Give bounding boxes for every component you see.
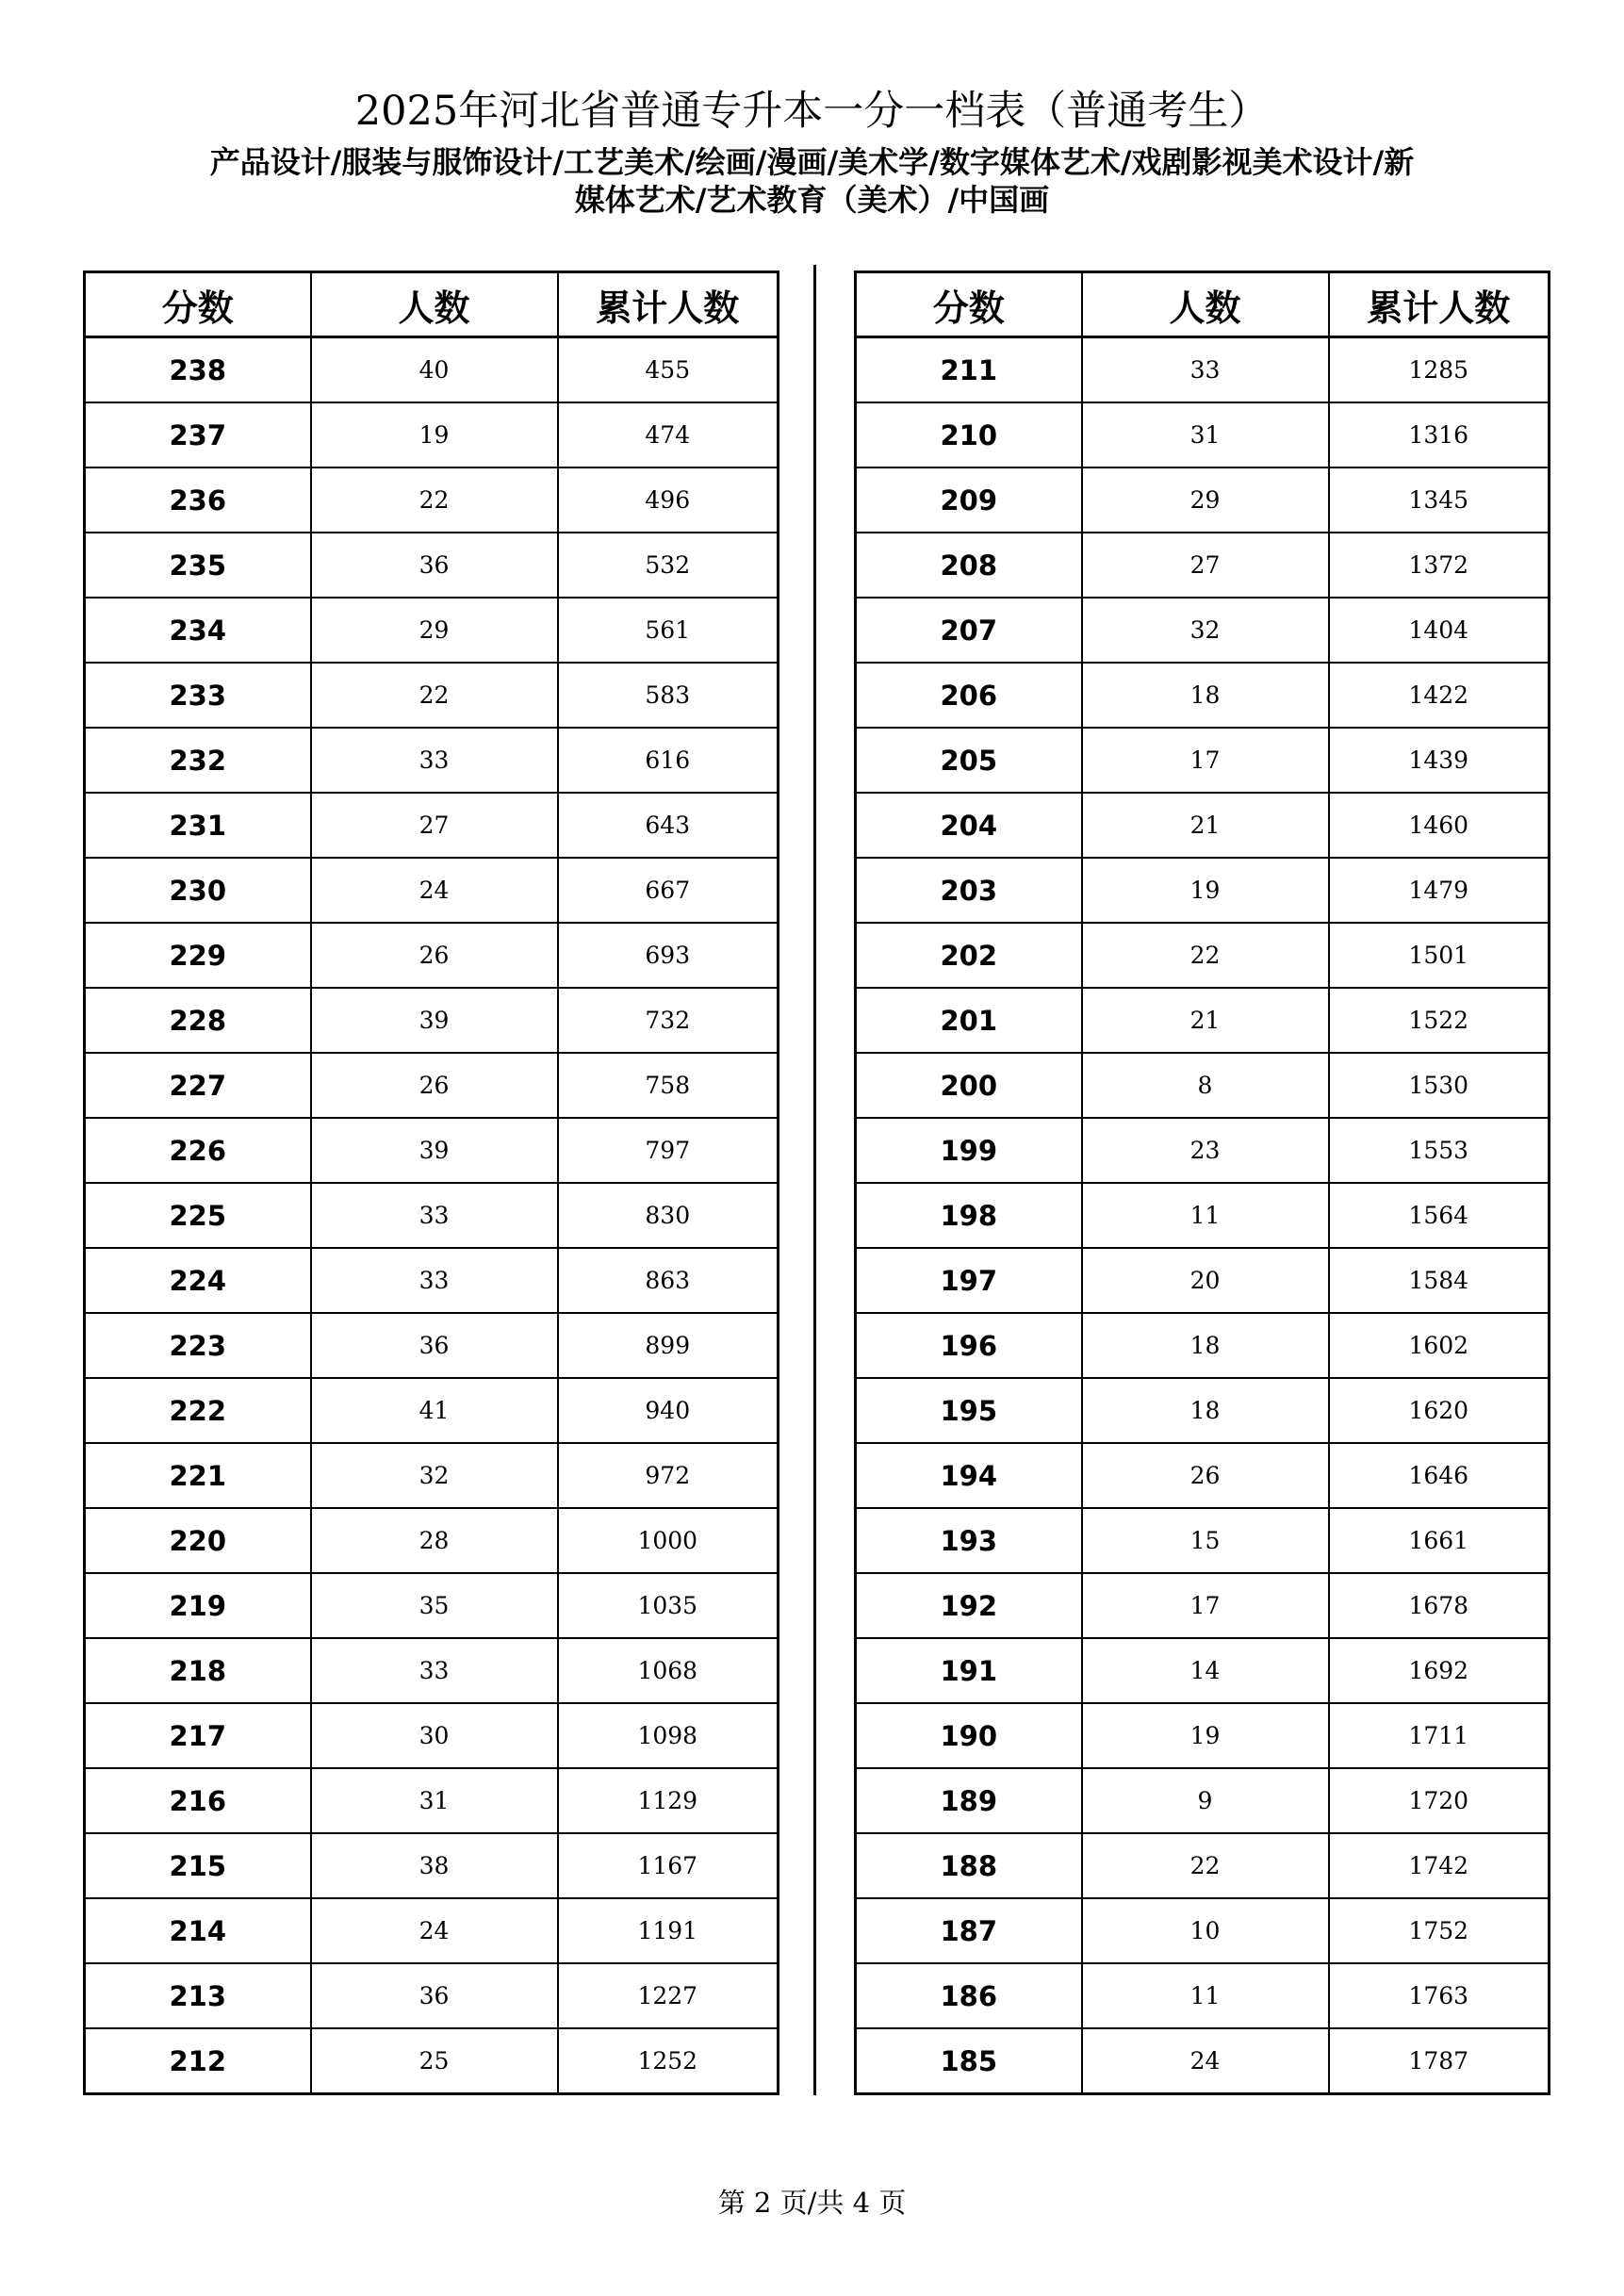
count-cell: 22 (311, 467, 558, 533)
table-row (856, 1768, 1550, 1833)
header-score: 分数 (856, 272, 1082, 337)
cumulative-cell: 1620 (1329, 1378, 1550, 1443)
table-row (85, 402, 779, 467)
header-count: 人数 (311, 272, 558, 337)
count-cell: 31 (311, 1768, 558, 1833)
table-row (856, 728, 1550, 793)
score-table-left (83, 271, 779, 2095)
score-cell: 211 (856, 337, 1082, 403)
table-row (856, 858, 1550, 923)
count-cell: 23 (1082, 1118, 1329, 1183)
table-row (85, 1768, 779, 1833)
count-cell: 29 (1082, 467, 1329, 533)
column-divider (813, 265, 816, 2095)
count-cell: 18 (1082, 1313, 1329, 1378)
count-cell: 15 (1082, 1508, 1329, 1573)
count-cell: 19 (1082, 1703, 1329, 1768)
score-cell: 199 (856, 1118, 1082, 1183)
cumulative-cell: 693 (558, 923, 779, 988)
cumulative-cell: 1787 (1329, 2028, 1550, 2094)
cumulative-cell: 1720 (1329, 1768, 1550, 1833)
score-cell: 201 (856, 988, 1082, 1053)
score-cell: 194 (856, 1443, 1082, 1508)
table-row (856, 663, 1550, 728)
cumulative-cell: 455 (558, 337, 779, 403)
cumulative-cell: 1345 (1329, 467, 1550, 533)
score-cell: 238 (85, 337, 311, 403)
score-cell: 221 (85, 1443, 311, 1508)
count-cell: 33 (311, 1183, 558, 1248)
cumulative-cell: 1422 (1329, 663, 1550, 728)
count-cell: 14 (1082, 1638, 1329, 1703)
table-row (856, 988, 1550, 1053)
count-cell: 22 (1082, 1833, 1329, 1898)
cumulative-cell: 583 (558, 663, 779, 728)
cumulative-cell: 1035 (558, 1573, 779, 1638)
table-row (85, 1703, 779, 1768)
cumulative-cell: 1098 (558, 1703, 779, 1768)
table-row (856, 1833, 1550, 1898)
cumulative-cell: 1584 (1329, 1248, 1550, 1313)
table-row (85, 663, 779, 728)
count-cell: 18 (1082, 663, 1329, 728)
table-row (85, 923, 779, 988)
cumulative-cell: 474 (558, 402, 779, 467)
score-cell: 219 (85, 1573, 311, 1638)
header-cumulative: 累计人数 (558, 272, 779, 337)
cumulative-cell: 1711 (1329, 1703, 1550, 1768)
page-footer: 第 2 页/共 4 页 (717, 2187, 907, 2219)
table-row (856, 467, 1550, 533)
table-row (85, 2028, 779, 2094)
cumulative-cell: 1501 (1329, 923, 1550, 988)
cumulative-cell: 1553 (1329, 1118, 1550, 1183)
count-cell: 30 (311, 1703, 558, 1768)
count-cell: 36 (311, 1963, 558, 2028)
count-cell: 26 (311, 1053, 558, 1118)
cumulative-cell: 1530 (1329, 1053, 1550, 1118)
count-cell: 25 (311, 2028, 558, 2094)
table-row (85, 1443, 779, 1508)
score-cell: 232 (85, 728, 311, 793)
score-cell: 185 (856, 2028, 1082, 2094)
score-cell: 193 (856, 1508, 1082, 1573)
table-row (856, 1053, 1550, 1118)
table-header-row (85, 272, 779, 337)
count-cell: 36 (311, 533, 558, 598)
count-cell: 17 (1082, 728, 1329, 793)
count-cell: 24 (1082, 2028, 1329, 2094)
count-cell: 27 (1082, 533, 1329, 598)
table-row (85, 1378, 779, 1443)
table-row (856, 923, 1550, 988)
score-cell: 213 (85, 1963, 311, 2028)
table-row (856, 1703, 1550, 1768)
count-cell: 19 (1082, 858, 1329, 923)
count-cell: 35 (311, 1573, 558, 1638)
table-row (85, 467, 779, 533)
count-cell: 29 (311, 598, 558, 663)
count-cell: 36 (311, 1313, 558, 1378)
cumulative-cell: 1692 (1329, 1638, 1550, 1703)
cumulative-cell: 1439 (1329, 728, 1550, 793)
table-row (85, 793, 779, 858)
score-cell: 208 (856, 533, 1082, 598)
table-row (856, 1573, 1550, 1638)
cumulative-cell: 972 (558, 1443, 779, 1508)
table-row (856, 1898, 1550, 1963)
table-row (85, 1638, 779, 1703)
score-cell: 231 (85, 793, 311, 858)
count-cell: 33 (1082, 337, 1329, 403)
count-cell: 26 (1082, 1443, 1329, 1508)
score-cell: 197 (856, 1248, 1082, 1313)
score-cell: 226 (85, 1118, 311, 1183)
cumulative-cell: 1522 (1329, 988, 1550, 1053)
subtitle-line-1: 产品设计/服装与服饰设计/工艺美术/绘画/漫画/美术学/数字媒体艺术/戏剧影视美术设计/新 (209, 144, 1415, 180)
cumulative-cell: 1661 (1329, 1508, 1550, 1573)
score-cell: 225 (85, 1183, 311, 1248)
score-cell: 202 (856, 923, 1082, 988)
cumulative-cell: 1316 (1329, 402, 1550, 467)
table-row (856, 533, 1550, 598)
score-cell: 222 (85, 1378, 311, 1443)
cumulative-cell: 496 (558, 467, 779, 533)
page-subtitle (0, 143, 1624, 219)
count-cell: 39 (311, 1118, 558, 1183)
cumulative-cell: 667 (558, 858, 779, 923)
score-cell: 237 (85, 402, 311, 467)
score-cell: 215 (85, 1833, 311, 1898)
score-cell: 186 (856, 1963, 1082, 2028)
count-cell: 11 (1082, 1963, 1329, 2028)
table-header-row (856, 272, 1550, 337)
score-cell: 217 (85, 1703, 311, 1768)
count-cell: 9 (1082, 1768, 1329, 1833)
cumulative-cell: 1602 (1329, 1313, 1550, 1378)
score-cell: 212 (85, 2028, 311, 2094)
score-cell: 230 (85, 858, 311, 923)
count-cell: 22 (1082, 923, 1329, 988)
score-cell: 204 (856, 793, 1082, 858)
cumulative-cell: 616 (558, 728, 779, 793)
table-row (856, 337, 1550, 403)
cumulative-cell: 1479 (1329, 858, 1550, 923)
score-cell: 207 (856, 598, 1082, 663)
subtitle-line-2: 媒体艺术/艺术教育（美术）/中国画 (574, 182, 1050, 218)
cumulative-cell: 1191 (558, 1898, 779, 1963)
table-row (85, 1313, 779, 1378)
count-cell: 28 (311, 1508, 558, 1573)
table-row (85, 1053, 779, 1118)
table-row (85, 337, 779, 403)
header-count: 人数 (1082, 272, 1329, 337)
table-row (856, 1248, 1550, 1313)
score-cell: 218 (85, 1638, 311, 1703)
score-cell: 210 (856, 402, 1082, 467)
score-cell: 216 (85, 1768, 311, 1833)
count-cell: 31 (1082, 402, 1329, 467)
cumulative-cell: 732 (558, 988, 779, 1053)
count-cell: 40 (311, 337, 558, 403)
score-table-left-body (85, 337, 779, 2094)
cumulative-cell: 758 (558, 1053, 779, 1118)
table-row (85, 1833, 779, 1898)
score-table-right-body (856, 337, 1550, 2094)
count-cell: 19 (311, 402, 558, 467)
table-row (85, 598, 779, 663)
score-cell: 209 (856, 467, 1082, 533)
cumulative-cell: 899 (558, 1313, 779, 1378)
count-cell: 32 (1082, 598, 1329, 663)
table-row (85, 728, 779, 793)
score-cell: 205 (856, 728, 1082, 793)
cumulative-cell: 1678 (1329, 1573, 1550, 1638)
cumulative-cell: 1167 (558, 1833, 779, 1898)
score-cell: 234 (85, 598, 311, 663)
score-cell: 220 (85, 1508, 311, 1573)
cumulative-cell: 561 (558, 598, 779, 663)
count-cell: 41 (311, 1378, 558, 1443)
table-row (856, 1638, 1550, 1703)
cumulative-cell: 1404 (1329, 598, 1550, 663)
cumulative-cell: 1227 (558, 1963, 779, 2028)
table-row (856, 2028, 1550, 2094)
table-row (85, 1508, 779, 1573)
score-cell: 224 (85, 1248, 311, 1313)
score-cell: 188 (856, 1833, 1082, 1898)
count-cell: 24 (311, 1898, 558, 1963)
cumulative-cell: 1763 (1329, 1963, 1550, 2028)
score-cell: 192 (856, 1573, 1082, 1638)
score-table-right (854, 271, 1550, 2095)
count-cell: 39 (311, 988, 558, 1053)
cumulative-cell: 1752 (1329, 1898, 1550, 1963)
cumulative-cell: 643 (558, 793, 779, 858)
cumulative-cell: 1129 (558, 1768, 779, 1833)
count-cell: 38 (311, 1833, 558, 1898)
count-cell: 27 (311, 793, 558, 858)
cumulative-cell: 1564 (1329, 1183, 1550, 1248)
score-cell: 190 (856, 1703, 1082, 1768)
count-cell: 26 (311, 923, 558, 988)
cumulative-cell: 940 (558, 1378, 779, 1443)
score-cell: 189 (856, 1768, 1082, 1833)
score-cell: 191 (856, 1638, 1082, 1703)
count-cell: 17 (1082, 1573, 1329, 1638)
score-cell: 198 (856, 1183, 1082, 1248)
table-row (856, 1183, 1550, 1248)
score-cell: 203 (856, 858, 1082, 923)
score-cell: 229 (85, 923, 311, 988)
count-cell: 21 (1082, 793, 1329, 858)
table-row (85, 1118, 779, 1183)
score-cell: 233 (85, 663, 311, 728)
count-cell: 33 (311, 728, 558, 793)
cumulative-cell: 1646 (1329, 1443, 1550, 1508)
count-cell: 20 (1082, 1248, 1329, 1313)
score-cell: 200 (856, 1053, 1082, 1118)
cumulative-cell: 863 (558, 1248, 779, 1313)
cumulative-cell: 1252 (558, 2028, 779, 2094)
cumulative-cell: 1068 (558, 1638, 779, 1703)
table-row (85, 1248, 779, 1313)
count-cell: 10 (1082, 1898, 1329, 1963)
count-cell: 33 (311, 1248, 558, 1313)
cumulative-cell: 1460 (1329, 793, 1550, 858)
count-cell: 32 (311, 1443, 558, 1508)
table-row (85, 1183, 779, 1248)
table-row (85, 1963, 779, 2028)
score-cell: 187 (856, 1898, 1082, 1963)
cumulative-cell: 532 (558, 533, 779, 598)
score-cell: 223 (85, 1313, 311, 1378)
score-cell: 228 (85, 988, 311, 1053)
header-score: 分数 (85, 272, 311, 337)
table-row (85, 1898, 779, 1963)
table-row (856, 402, 1550, 467)
score-cell: 236 (85, 467, 311, 533)
table-row (856, 793, 1550, 858)
table-row (856, 1313, 1550, 1378)
table-row (856, 1508, 1550, 1573)
cumulative-cell: 1285 (1329, 337, 1550, 403)
cumulative-cell: 1372 (1329, 533, 1550, 598)
score-cell: 206 (856, 663, 1082, 728)
table-row (856, 1963, 1550, 2028)
table-row (85, 533, 779, 598)
table-row (856, 1378, 1550, 1443)
count-cell: 33 (311, 1638, 558, 1703)
count-cell: 24 (311, 858, 558, 923)
count-cell: 8 (1082, 1053, 1329, 1118)
cumulative-cell: 1000 (558, 1508, 779, 1573)
table-row (85, 1573, 779, 1638)
count-cell: 18 (1082, 1378, 1329, 1443)
table-row (856, 598, 1550, 663)
cumulative-cell: 1742 (1329, 1833, 1550, 1898)
score-cell: 196 (856, 1313, 1082, 1378)
header-cumulative: 累计人数 (1329, 272, 1550, 337)
table-row (85, 858, 779, 923)
score-cell: 195 (856, 1378, 1082, 1443)
count-cell: 22 (311, 663, 558, 728)
table-row (856, 1443, 1550, 1508)
count-cell: 11 (1082, 1183, 1329, 1248)
count-cell: 21 (1082, 988, 1329, 1053)
table-row (856, 1118, 1550, 1183)
score-cell: 214 (85, 1898, 311, 1963)
score-cell: 227 (85, 1053, 311, 1118)
score-cell: 235 (85, 533, 311, 598)
table-row (85, 988, 779, 1053)
cumulative-cell: 797 (558, 1118, 779, 1183)
cumulative-cell: 830 (558, 1183, 779, 1248)
page-title: 2025年河北省普通专升本一分一档表（普通考生） (354, 88, 1270, 135)
